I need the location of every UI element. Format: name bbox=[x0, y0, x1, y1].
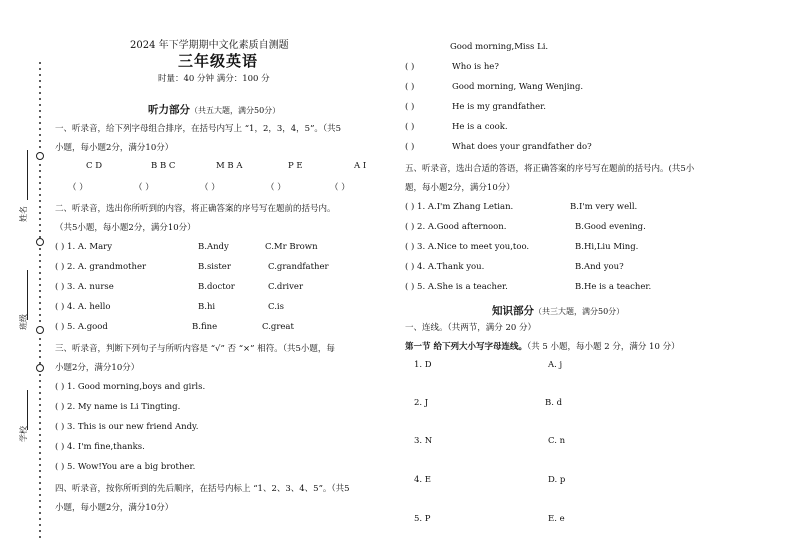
q1-option: A I bbox=[354, 161, 367, 171]
binding-hole bbox=[36, 152, 44, 160]
q2-row-b: B.fine bbox=[192, 322, 218, 332]
q4-bracket[interactable]: ( ) bbox=[405, 62, 415, 72]
q1-bracket[interactable]: （ ） bbox=[134, 183, 154, 193]
q2-row-c: C.is bbox=[268, 302, 284, 312]
q2-row-b: B.Andy bbox=[198, 242, 229, 252]
q1-option: C D bbox=[86, 161, 103, 171]
q1-option: P E bbox=[288, 161, 303, 171]
q3-line1: 三、听录音，判断下列句子与所听内容是 “√” 否 “×” 相符。（共5小题，每 bbox=[55, 344, 335, 354]
q4-sentence: Who is he? bbox=[452, 62, 499, 72]
pair-right[interactable]: C. n bbox=[548, 436, 566, 446]
binding-hole bbox=[36, 364, 44, 372]
q4-bracket[interactable]: ( ) bbox=[405, 82, 415, 92]
class-label: 班级 bbox=[19, 314, 28, 330]
q2-row-c: C.driver bbox=[268, 282, 304, 292]
q5-line2: 题，每小题2分，满分10分） bbox=[405, 183, 515, 193]
q4-sentence: He is a cook. bbox=[452, 122, 508, 132]
k-section1 bbox=[405, 340, 680, 352]
name-line bbox=[27, 150, 28, 200]
q2-row-c: C.Mr Brown bbox=[265, 242, 318, 252]
q1-option: B B C bbox=[151, 161, 176, 171]
q5-row-a: ( ) 5. A.She is a teacher. bbox=[405, 282, 508, 292]
q2-row-b: B.hi bbox=[198, 302, 216, 312]
listening-heading-note: （共五大题，满分50分） bbox=[190, 106, 281, 115]
q4-bracket[interactable]: ( ) bbox=[405, 102, 415, 112]
pair-left[interactable]: 4. E bbox=[414, 475, 432, 485]
name-label: 姓名 bbox=[19, 206, 28, 222]
q5-row-a: ( ) 1. A.I'm Zhang Letian. bbox=[405, 202, 514, 212]
binding-hole bbox=[36, 238, 44, 246]
q1-bracket[interactable]: （ ） bbox=[200, 183, 220, 193]
pair-left[interactable]: 1. D bbox=[414, 360, 432, 370]
subject-title: 三年级英语 bbox=[178, 52, 259, 70]
knowledge-heading-text: 知识部分 bbox=[492, 305, 534, 317]
q2-row-a: ( ) 5. A.good bbox=[55, 322, 108, 332]
pair-left[interactable]: 5. P bbox=[414, 514, 431, 524]
q3-row: ( ) 4. I'm fine,thanks. bbox=[55, 442, 145, 452]
knowledge-heading bbox=[492, 299, 624, 318]
k-section1-note: （共 5 小题，每小题 2 分，满分 10 分） bbox=[526, 342, 680, 352]
k-section1-title: 第一节 给下列大小写字母连线。 bbox=[405, 342, 527, 352]
q1-bracket[interactable]: （ ） bbox=[266, 183, 286, 193]
binding-hole bbox=[36, 326, 44, 334]
q5-row-b: B.He is a teacher. bbox=[575, 282, 652, 292]
q5-row-a: ( ) 2. A.Good afternoon. bbox=[405, 222, 507, 232]
q2-row-a: ( ) 2. A. grandmother bbox=[55, 262, 147, 272]
q2-row-a: ( ) 3. A. nurse bbox=[55, 282, 114, 292]
q5-row-b: B.Good evening. bbox=[575, 222, 646, 232]
q3-row: ( ) 1. Good morning,boys and girls. bbox=[55, 382, 206, 392]
q4-bracket[interactable]: ( ) bbox=[405, 122, 415, 132]
pair-right[interactable]: A. j bbox=[548, 360, 563, 370]
pair-left[interactable]: 3. N bbox=[414, 436, 433, 446]
school-line bbox=[27, 390, 28, 430]
listening-heading-text: 听力部分 bbox=[148, 104, 190, 116]
q3-row: ( ) 5. Wow!You are a big brother. bbox=[55, 462, 196, 472]
q3-row: ( ) 3. This is our new friend Andy. bbox=[55, 422, 199, 432]
listening-heading bbox=[148, 98, 280, 117]
q5-row-b: B.And you? bbox=[575, 262, 624, 272]
q2-line2: （共5小题，每小题2分，满分10分） bbox=[55, 223, 196, 233]
q5-row-a: ( ) 3. A.Nice to meet you,too. bbox=[405, 242, 530, 252]
binding-dots bbox=[38, 60, 42, 540]
q2-row-c: C.great bbox=[262, 322, 294, 332]
q4-bracket[interactable]: ( ) bbox=[405, 142, 415, 152]
q3-line2: 小题2分，满分10分） bbox=[55, 363, 140, 373]
q2-row-b: B.sister bbox=[198, 262, 231, 272]
exam-title: 2024 年下学期期中文化素质自测题 bbox=[130, 40, 289, 51]
time-info: 时量：40 分钟 满分：100 分 bbox=[158, 74, 270, 84]
class-line bbox=[27, 270, 28, 320]
q2-line1: 二、听录音，选出你所听到的内容，将正确答案的序号写在题前的括号内。 bbox=[55, 204, 336, 214]
q5-row-b: B.I'm very well. bbox=[570, 202, 638, 212]
q5-line1: 五、听录音，选出合适的答语，将正确答案的序号写在题前的括号内。(共5小 bbox=[405, 164, 695, 174]
school-label: 学校 bbox=[19, 426, 28, 442]
q1-line1: 一、听录音，给下列字母组合排序，在括号内写上 “1，2，3，4，5”。（共5 bbox=[55, 124, 342, 134]
pair-right[interactable]: E. e bbox=[548, 514, 565, 524]
q5-row-a: ( ) 4. A.Thank you. bbox=[405, 262, 485, 272]
q1-option: M B A bbox=[216, 161, 243, 171]
q1-bracket[interactable]: （ ） bbox=[330, 183, 350, 193]
q5-row-b: B.Hi,Liu Ming. bbox=[575, 242, 639, 252]
q4-first-line: Good morning,Miss Li. bbox=[450, 42, 549, 52]
pair-right[interactable]: B. d bbox=[545, 398, 563, 408]
knowledge-heading-note: （共三大题，满分50分） bbox=[534, 307, 625, 316]
q4-sentence: He is my grandfather. bbox=[452, 102, 546, 112]
q4-line1: 四、听录音，按你所听到的先后顺序，在括号内标上 “1、2、3、4、5”。（共5 bbox=[55, 484, 350, 494]
q2-row-c: C.grandfather bbox=[268, 262, 329, 272]
pair-left[interactable]: 2. J bbox=[414, 398, 429, 408]
q2-row-a: ( ) 1. A. Mary bbox=[55, 242, 113, 252]
q3-row: ( ) 2. My name is Li Tingting. bbox=[55, 402, 181, 412]
q4-line2: 小题，每小题2分，满分10分） bbox=[55, 503, 174, 513]
q4-sentence: What does your grandfather do? bbox=[452, 142, 592, 152]
pair-right[interactable]: D. p bbox=[548, 475, 566, 485]
q1-line2: 小题，每小题2分，满分10分） bbox=[55, 143, 174, 153]
q2-row-a: ( ) 4. A. hello bbox=[55, 302, 111, 312]
q4-sentence: Good morning, Wang Wenjing. bbox=[452, 82, 584, 92]
q2-row-b: B.doctor bbox=[198, 282, 235, 292]
q1-bracket[interactable]: （ ） bbox=[68, 183, 88, 193]
k-q1-title: 一、连线。（共两节，满分 20 分） bbox=[405, 323, 536, 333]
